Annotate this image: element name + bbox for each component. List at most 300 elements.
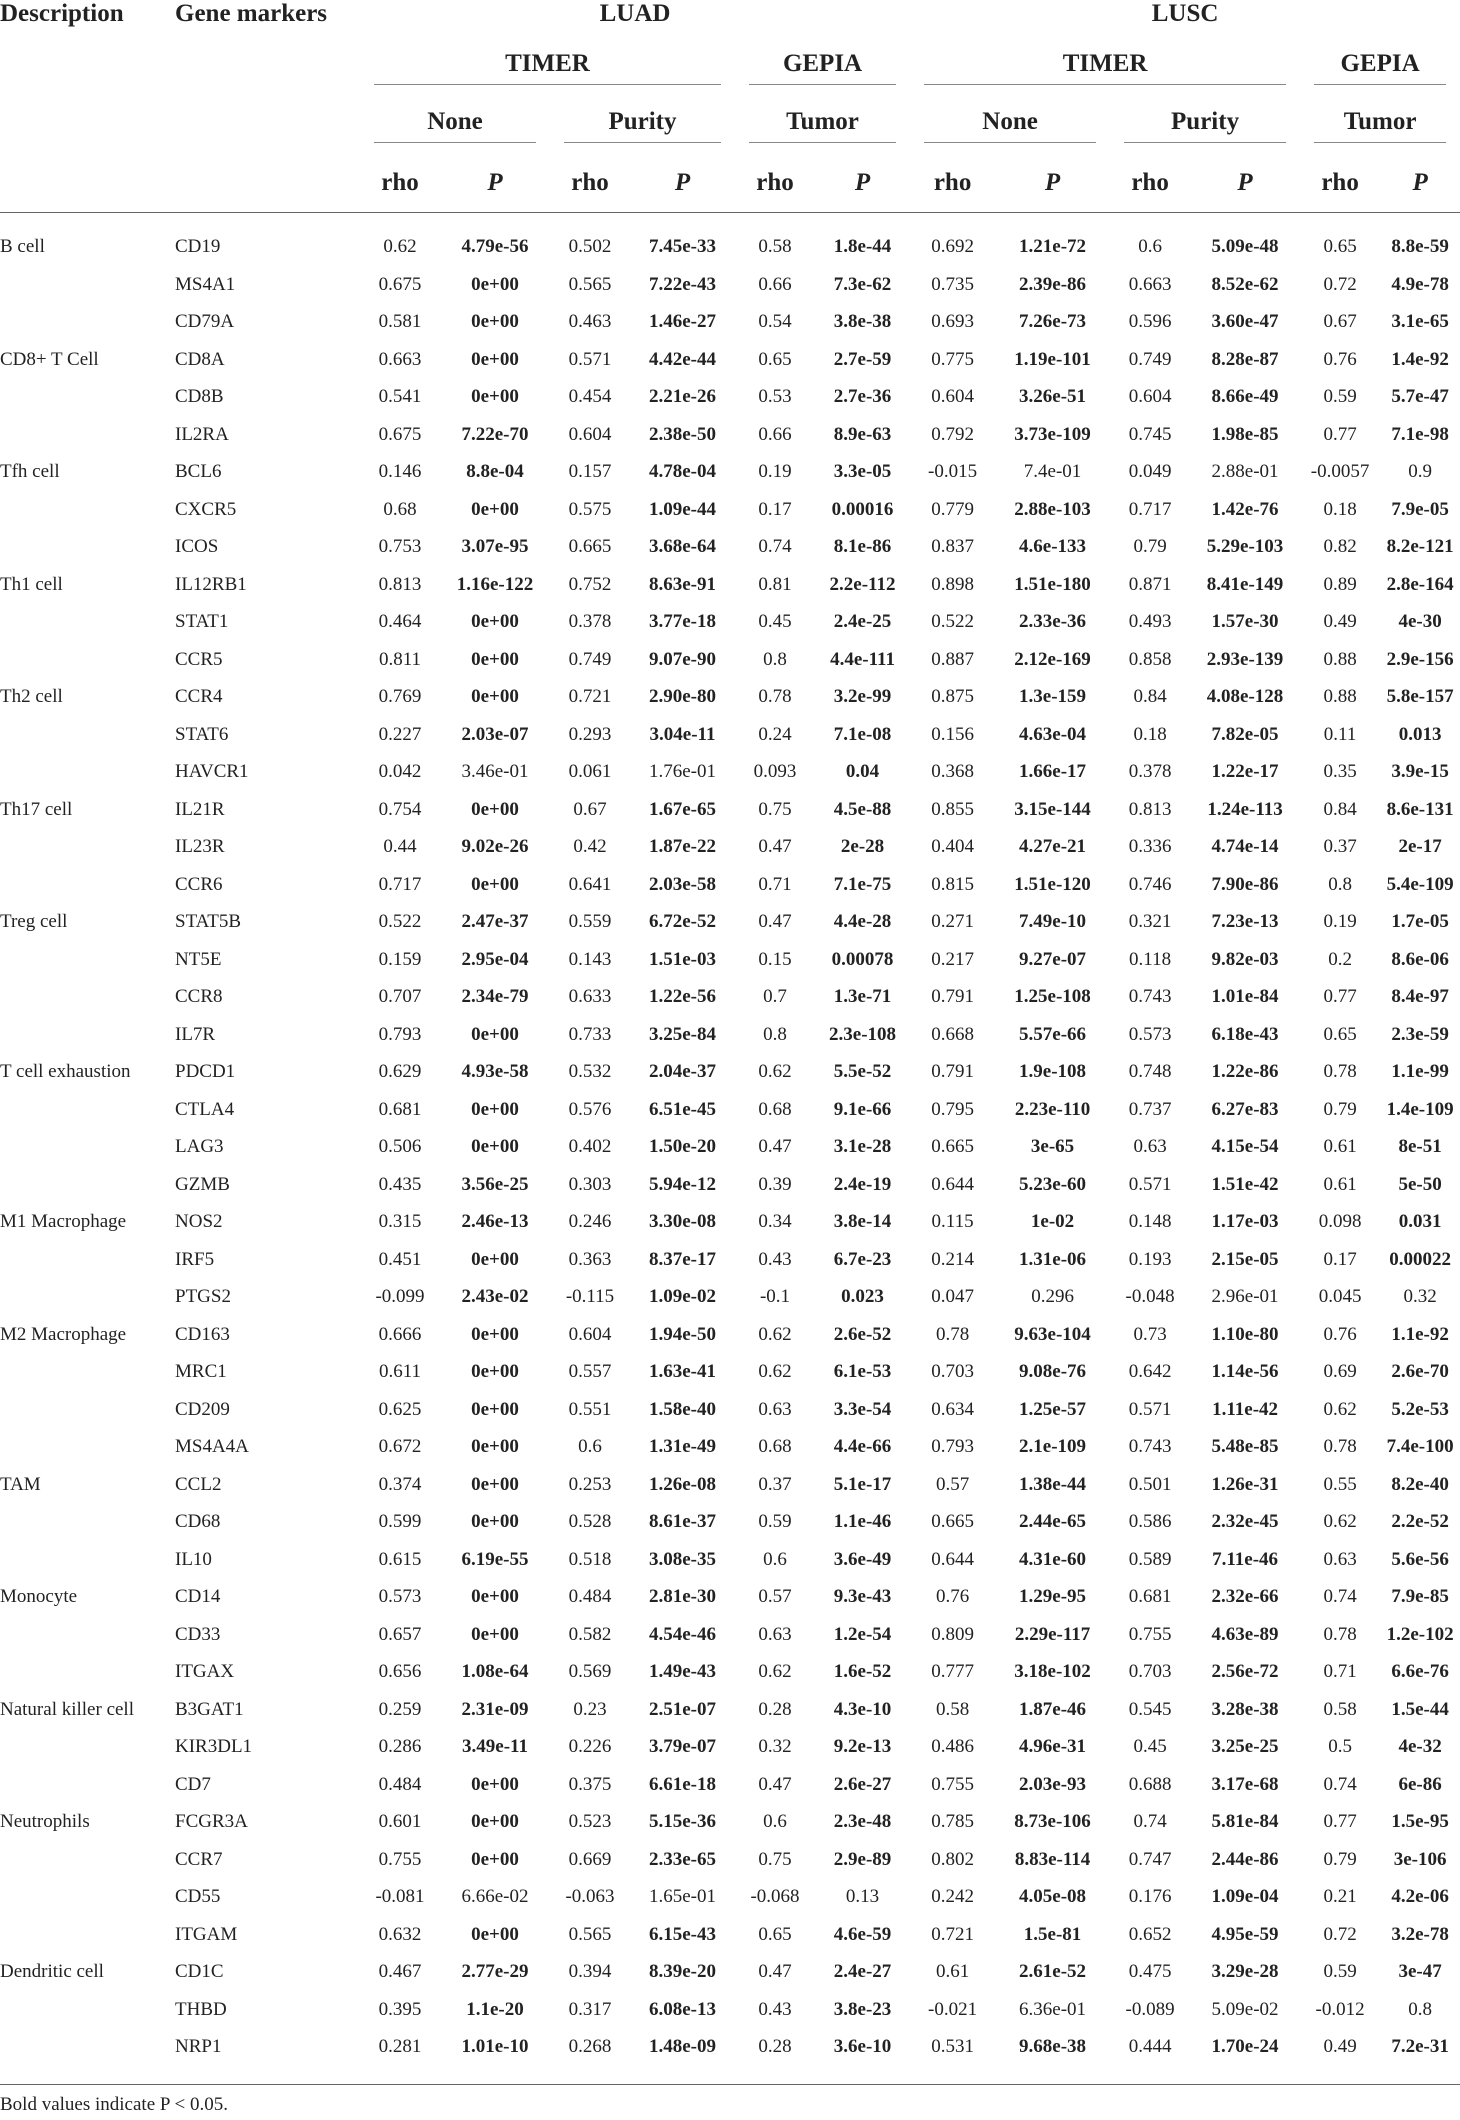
header-luad-purity (550, 96, 735, 154)
table-row (0, 491, 1460, 529)
cell-rho: 0.642 (1128, 1361, 1172, 1383)
cell-p-value: 8.39e-20 (648, 1961, 716, 1983)
cell-p-value: 0e+00 (471, 1848, 519, 1870)
cell-rho: 0.336 (1128, 836, 1172, 858)
cell-rho: 0.78 (758, 686, 792, 708)
cell-gene-marker: ITGAM (175, 1923, 238, 1945)
cell-rho: 0.57 (935, 1473, 970, 1495)
cell-description (0, 491, 175, 529)
cell-p-value: 0.9 (1408, 461, 1432, 483)
cell-gene-marker: CTLA4 (175, 1098, 235, 1120)
cell-rho: -0.089 (1125, 1998, 1175, 2020)
cell-p-value: 1.7e-05 (1391, 911, 1449, 933)
cell-p-value: 8.4e-97 (1391, 986, 1449, 1008)
cell-description (0, 941, 175, 979)
cell-rho: 0.68 (758, 1436, 792, 1458)
cell-rho: 0.486 (931, 1736, 974, 1758)
cell-p-value: 6.36e-01 (1019, 1998, 1087, 2020)
cell-p-value: 1e-02 (1030, 1211, 1075, 1233)
cell-p-value: 4.42e-44 (648, 348, 716, 370)
cell-description: CD8+ T Cell (0, 348, 99, 370)
cell-rho: 0.57 (758, 1586, 792, 1608)
cell-rho: 0.657 (378, 1623, 422, 1645)
cell-rho: 0.2 (1328, 948, 1352, 970)
cell-p-value: 3.26e-51 (1019, 386, 1087, 408)
cell-rho: 0.815 (931, 873, 974, 895)
table-row (0, 866, 1460, 904)
cell-p-value: 2.56e-72 (1211, 1661, 1279, 1683)
cell-p-value: 4.3e-10 (833, 1698, 892, 1720)
cell-p-value: 9.82e-03 (1211, 948, 1279, 970)
cell-p-value: 1.25e-57 (1019, 1398, 1087, 1420)
cell-p-value: 6.18e-43 (1211, 1023, 1279, 1045)
table-row (0, 1691, 1460, 1729)
cell-p-value: 3.3e-05 (833, 461, 892, 483)
cell-p-value: 2.88e-01 (1211, 461, 1279, 483)
cell-rho: 0.47 (758, 1773, 792, 1795)
cell-rho: 0.68 (383, 498, 417, 520)
cell-p-value: 1.08e-64 (461, 1661, 529, 1683)
cell-rho: 0.703 (1128, 1661, 1172, 1683)
cell-p-value: 3.8e-38 (833, 311, 892, 333)
cell-rho: 0.78 (935, 1323, 970, 1345)
cell-rho: 0.615 (378, 1548, 422, 1570)
cell-rho: 0.62 (383, 236, 417, 258)
cell-rho: 0.042 (378, 761, 422, 783)
cell-p-value: 1.21e-72 (1019, 236, 1087, 258)
cell-rho: 0.65 (758, 1923, 792, 1945)
cell-p-value: 2.03e-93 (1019, 1773, 1087, 1795)
cell-p-value: 1.8e-44 (833, 236, 892, 258)
cell-p-value: 4.6e-59 (833, 1923, 892, 1945)
cell-rho: 0.23 (573, 1698, 607, 1720)
cell-rho: 0.721 (931, 1923, 974, 1945)
cell-rho: 0.501 (1128, 1473, 1172, 1495)
cell-rho: 0.77 (1323, 986, 1357, 1008)
cell-p-value: 4.63e-89 (1211, 1623, 1279, 1645)
cell-rho: 0.8 (763, 648, 787, 670)
cell-p-value: 0e+00 (471, 648, 519, 670)
cell-rho: 0.375 (568, 1773, 612, 1795)
cell-rho: 0.743 (1128, 986, 1172, 1008)
cell-rho: -0.012 (1315, 1998, 1365, 2020)
cell-p-value: 7.90e-86 (1211, 873, 1279, 895)
header-p: P (487, 168, 503, 196)
cell-p-value: 8.28e-87 (1211, 348, 1279, 370)
header-lusc (910, 0, 1460, 38)
cell-p-value: 2.90e-80 (648, 686, 716, 708)
cell-rho: 0.49 (1323, 2036, 1357, 2058)
cell-p-value: 2.2e-52 (1391, 1511, 1449, 1533)
cell-p-value: 1.63e-41 (648, 1361, 716, 1383)
cell-p-value: 3.2e-99 (833, 686, 892, 708)
cell-gene-marker: CCR8 (175, 986, 223, 1008)
cell-p-value: 4.96e-31 (1019, 1736, 1087, 1758)
cell-rho: 0.317 (568, 1998, 612, 2020)
cell-rho: 0.281 (378, 2036, 422, 2058)
table-row (0, 529, 1460, 567)
cell-p-value: 2.3e-48 (833, 1811, 892, 1833)
cell-p-value: 8.6e-131 (1386, 798, 1454, 820)
cell-description (0, 1541, 175, 1579)
table-row (0, 829, 1460, 867)
cell-p-value: 6.66e-02 (461, 1886, 529, 1908)
cell-rho: 0.28 (758, 1698, 792, 1720)
cell-p-value: 0.031 (1398, 1211, 1442, 1233)
cell-rho: 0.802 (931, 1848, 974, 1870)
cell-p-value: 2.81e-30 (648, 1586, 716, 1608)
cell-rho: 0.532 (568, 1061, 612, 1083)
cell-p-value: 7.11e-46 (1212, 1548, 1279, 1570)
cell-rho: 0.581 (378, 311, 422, 333)
cell-description (0, 1991, 175, 2029)
cell-p-value: 3.46e-01 (461, 761, 529, 783)
cell-p-value: 2e-17 (1398, 836, 1442, 858)
cell-p-value: 6.08e-13 (648, 1998, 716, 2020)
header-lusc-purity (1110, 96, 1300, 154)
cell-rho: 0.604 (568, 1323, 612, 1345)
cell-rho: 0.755 (378, 1848, 422, 1870)
table-row (0, 979, 1460, 1017)
header-lusc-gepia (1300, 38, 1460, 96)
cell-rho: -0.099 (375, 1286, 425, 1308)
cell-rho: 0.76 (935, 1586, 970, 1608)
cell-description (0, 1166, 175, 1204)
cell-rho: 0.176 (1128, 1886, 1172, 1908)
cell-rho: 0.601 (378, 1811, 422, 1833)
cell-rho: 0.82 (1323, 536, 1357, 558)
cell-rho: 0.47 (758, 836, 792, 858)
cell-p-value: 3.8e-14 (833, 1211, 892, 1233)
cell-rho: 0.604 (931, 386, 974, 408)
cell-rho: 0.777 (931, 1661, 974, 1683)
table-row (0, 266, 1460, 304)
cell-gene-marker: CD14 (175, 1586, 221, 1608)
cell-p-value: 4.9e-78 (1391, 273, 1449, 295)
cell-rho: 0.115 (931, 1211, 974, 1233)
cell-rho: 0.463 (568, 311, 612, 333)
cell-p-value: 1.67e-65 (648, 798, 716, 820)
cell-rho: 0.303 (568, 1173, 612, 1195)
cell-p-value: 2.34e-79 (461, 986, 529, 1008)
table-row (0, 604, 1460, 642)
table-row (0, 229, 1460, 267)
cell-rho: 0.898 (931, 573, 974, 595)
cell-rho: 0.779 (931, 498, 974, 520)
table-row (0, 1654, 1460, 1692)
header-p: P (674, 168, 691, 196)
cell-rho: 0.43 (758, 1998, 792, 2020)
cell-p-value: 0e+00 (471, 686, 519, 708)
cell-rho: 0.17 (758, 498, 792, 520)
cell-p-value: 0e+00 (471, 348, 519, 370)
cell-rho: 0.79 (1323, 1098, 1357, 1120)
cell-p-value: 1.6e-52 (833, 1661, 892, 1683)
cell-p-value: 2.8e-164 (1386, 573, 1454, 595)
cell-p-value: 3.79e-07 (648, 1736, 716, 1758)
cell-gene-marker: LAG3 (175, 1136, 224, 1158)
cell-p-value: 3.6e-10 (833, 2036, 892, 2058)
cell-rho: 0.62 (1323, 1398, 1357, 1420)
cell-p-value: 4.08e-128 (1206, 686, 1284, 708)
cell-rho: -0.0057 (1310, 461, 1370, 483)
table-row (0, 1541, 1460, 1579)
cell-p-value: 3.77e-18 (648, 611, 716, 633)
cell-p-value: 3.28e-38 (1211, 1698, 1279, 1720)
cell-rho: 0.484 (378, 1773, 422, 1795)
cell-p-value: 1.22e-56 (648, 986, 716, 1008)
cell-rho: 0.753 (378, 536, 422, 558)
cell-p-value: 2.6e-70 (1391, 1361, 1449, 1383)
cell-p-value: 3e-47 (1398, 1961, 1442, 1983)
header-luad-none (360, 96, 550, 154)
cell-description: Treg cell (0, 911, 68, 933)
cell-rho: 0.42 (573, 836, 607, 858)
cell-p-value: 1.70e-24 (1211, 2036, 1279, 2058)
cell-p-value: 2.43e-02 (461, 1286, 529, 1308)
cell-description (0, 604, 175, 642)
cell-p-value: 2.3e-59 (1391, 1023, 1449, 1045)
cell-rho: 0.098 (1318, 1211, 1362, 1233)
cell-p-value: 4.79e-56 (461, 236, 529, 258)
cell-rho: 0.19 (1323, 911, 1357, 933)
cell-rho: 0.8 (763, 1023, 787, 1045)
cell-p-value: 2.2e-112 (829, 573, 896, 595)
cell-p-value: 8.8e-04 (466, 461, 524, 483)
cell-p-value: 1.11e-42 (1212, 1398, 1279, 1420)
cell-p-value: 1.09e-02 (648, 1286, 716, 1308)
cell-p-value: 5.23e-60 (1019, 1173, 1087, 1195)
cell-description (0, 1879, 175, 1917)
cell-rho: 0.62 (758, 1361, 792, 1383)
table-row (0, 1991, 1460, 2029)
cell-rho: 0.793 (378, 1023, 422, 1045)
cell-p-value: 2.32e-45 (1211, 1511, 1279, 1533)
table-row (0, 1241, 1460, 1279)
cell-rho: 0.755 (1128, 1623, 1172, 1645)
cell-rho: 0.61 (1323, 1173, 1357, 1195)
table-body (0, 212, 1460, 2066)
cell-p-value: 8.63e-91 (648, 573, 716, 595)
cell-rho: 0.59 (1323, 1961, 1357, 1983)
cell-rho: 0.475 (1128, 1961, 1172, 1983)
cell-rho: 0.571 (1128, 1173, 1172, 1195)
cell-rho: 0.63 (758, 1398, 792, 1420)
cell-p-value: 3.9e-15 (1391, 761, 1449, 783)
cell-p-value: 6.51e-45 (648, 1098, 716, 1120)
cell-p-value: 8.2e-121 (1386, 536, 1454, 558)
cell-p-value: 1.4e-109 (1386, 1098, 1454, 1120)
cell-description: Natural killer cell (0, 1698, 134, 1720)
cell-description: M1 Macrophage (0, 1211, 127, 1233)
cell-description (0, 1841, 175, 1879)
cell-p-value: 3e-65 (1030, 1136, 1075, 1158)
header-rho: rho (571, 168, 609, 196)
cell-rho: 0.855 (931, 798, 974, 820)
cell-rho: 0.769 (378, 686, 422, 708)
cell-p-value: 1.3e-159 (1019, 686, 1087, 708)
cell-rho: 0.435 (378, 1173, 422, 1195)
cell-p-value: 2e-28 (840, 836, 885, 858)
header-luad-label: LUAD (599, 0, 671, 27)
header-p: P (1044, 168, 1061, 196)
cell-p-value: 4.27e-21 (1019, 836, 1087, 858)
cell-rho: 0.75 (758, 1848, 792, 1870)
cell-p-value: 1.87e-46 (1019, 1698, 1087, 1720)
cell-p-value: 0e+00 (471, 311, 519, 333)
cell-p-value: 3.08e-35 (648, 1548, 716, 1570)
cell-p-value: 7.23e-13 (1211, 911, 1279, 933)
cell-rho: 0.629 (378, 1061, 422, 1083)
cell-rho: 0.528 (568, 1511, 612, 1533)
cell-p-value: 6.19e-55 (461, 1548, 529, 1570)
cell-rho: 0.644 (931, 1548, 974, 1570)
cell-rho: 0.15 (758, 948, 792, 970)
cell-p-value: 0e+00 (471, 1473, 519, 1495)
cell-description (0, 1129, 175, 1167)
header-gene-markers: Gene markers (175, 0, 328, 27)
cell-p-value: 2.95e-04 (461, 948, 529, 970)
cell-rho: 0.39 (758, 1173, 792, 1195)
cell-rho: 0.24 (758, 723, 792, 745)
cell-rho: 0.62 (758, 1661, 792, 1683)
cell-p-value: 8.52e-62 (1211, 273, 1279, 295)
cell-description (0, 1279, 175, 1317)
cell-rho: -0.068 (750, 1886, 800, 1908)
cell-rho: -0.021 (928, 1998, 978, 2020)
cell-gene-marker: FCGR3A (175, 1811, 248, 1833)
cell-p-value: 7.1e-98 (1391, 423, 1449, 445)
table-row (0, 941, 1460, 979)
cell-gene-marker: STAT1 (175, 611, 229, 633)
cell-p-value: 7.9e-85 (1391, 1586, 1449, 1608)
cell-rho: -0.115 (565, 1286, 615, 1308)
cell-p-value: 6e-86 (1398, 1773, 1442, 1795)
table-row (0, 1466, 1460, 1504)
cell-rho: 0.571 (1128, 1398, 1172, 1420)
cell-p-value: 0e+00 (471, 798, 519, 820)
cell-p-value: 3.6e-49 (833, 1548, 892, 1570)
cell-rho: 0.633 (568, 986, 612, 1008)
cell-gene-marker: CCR7 (175, 1848, 223, 1870)
cell-rho: 0.634 (931, 1398, 974, 1420)
cell-rho: 0.19 (758, 461, 792, 483)
cell-gene-marker: CD68 (175, 1511, 221, 1533)
cell-rho: 0.692 (931, 236, 974, 258)
header-rho: rho (933, 168, 972, 196)
cell-p-value: 1.94e-50 (648, 1323, 716, 1345)
cell-gene-marker: CCR5 (175, 648, 223, 670)
cell-gene-marker: CD33 (175, 1623, 221, 1645)
cell-description (0, 379, 175, 417)
cell-p-value: 0.32 (1403, 1286, 1437, 1308)
table-row (0, 1804, 1460, 1842)
cell-description (0, 1766, 175, 1804)
cell-p-value: 3.60e-47 (1211, 311, 1279, 333)
cell-p-value: 1.76e-01 (648, 761, 716, 783)
cell-p-value: 7.1e-75 (833, 873, 892, 895)
cell-rho: 0.62 (758, 1323, 792, 1345)
cell-p-value: 9.3e-43 (833, 1586, 892, 1608)
cell-rho: 0.576 (568, 1098, 612, 1120)
cell-p-value: 3.1e-65 (1391, 311, 1449, 333)
cell-p-value: 0.296 (1031, 1286, 1074, 1308)
cell-rho: 0.454 (568, 386, 612, 408)
cell-rho: 0.569 (568, 1661, 612, 1683)
cell-rho: 0.268 (568, 2036, 612, 2058)
cell-rho: 0.58 (935, 1698, 970, 1720)
table-row (0, 416, 1460, 454)
cell-rho: 0.506 (378, 1136, 422, 1158)
cell-p-value: 1.51e-120 (1014, 873, 1091, 895)
cell-p-value: 4.4e-111 (830, 648, 895, 670)
cell-rho: -0.063 (565, 1886, 615, 1908)
cell-p-value: 8.9e-63 (833, 423, 892, 445)
cell-rho: 0.493 (1128, 611, 1172, 633)
table-row (0, 341, 1460, 379)
cell-p-value: 5.6e-56 (1391, 1548, 1449, 1570)
cell-p-value: 8.73e-106 (1014, 1811, 1091, 1833)
cell-p-value: 0.00022 (1389, 1248, 1451, 1270)
cell-rho: 0.77 (1323, 423, 1357, 445)
cell-description: TAM (0, 1473, 41, 1495)
cell-p-value: 3.56e-25 (461, 1173, 529, 1195)
table-row (0, 1616, 1460, 1654)
cell-p-value: 1.26e-31 (1211, 1473, 1279, 1495)
cell-p-value: 5.5e-52 (833, 1061, 892, 1083)
cell-description (0, 1916, 175, 1954)
cell-p-value: 0e+00 (471, 1923, 519, 1945)
cell-p-value: 1.29e-95 (1019, 1586, 1087, 1608)
cell-description: B cell (0, 236, 45, 258)
cell-p-value: 1.01e-84 (1211, 986, 1279, 1008)
header-luad-timer-label: TIMER (374, 50, 721, 85)
cell-p-value: 1.19e-101 (1014, 348, 1091, 370)
cell-p-value: 4.5e-88 (833, 798, 892, 820)
table-row (0, 716, 1460, 754)
table-row (0, 1129, 1460, 1167)
header-luad-tumor (735, 96, 910, 154)
table-row (0, 1091, 1460, 1129)
cell-p-value: 7.26e-73 (1019, 311, 1087, 333)
cell-rho: 0.604 (568, 423, 612, 445)
cell-rho: 0.531 (931, 2036, 974, 2058)
cell-description: Th2 cell (0, 686, 63, 708)
cell-rho: 0.775 (931, 348, 974, 370)
cell-rho: 0.061 (568, 761, 612, 783)
cell-rho: 0.813 (1128, 798, 1172, 820)
cell-rho: 0.34 (758, 1211, 792, 1233)
header-lusc-timer (910, 38, 1300, 96)
cell-p-value: 5e-50 (1398, 1173, 1442, 1195)
cell-gene-marker: CCR6 (175, 873, 223, 895)
cell-rho: 0.688 (1128, 1773, 1172, 1795)
cell-rho: 0.47 (758, 911, 792, 933)
cell-rho: 0.652 (1128, 1923, 1172, 1945)
cell-rho: 0.74 (1323, 1586, 1357, 1608)
cell-rho: -0.1 (759, 1286, 791, 1308)
cell-rho: 0.604 (1128, 386, 1172, 408)
cell-p-value: 2.44e-86 (1211, 1848, 1279, 1870)
cell-rho: 0.286 (378, 1736, 422, 1758)
table-row (0, 641, 1460, 679)
cell-p-value: 0.00078 (831, 948, 894, 970)
table-row (0, 1316, 1460, 1354)
cell-rho: 0.88 (1323, 686, 1357, 708)
cell-rho: 0.6 (763, 1548, 787, 1570)
cell-rho: 0.586 (1128, 1511, 1172, 1533)
cell-p-value: 1.1e-46 (833, 1511, 892, 1533)
